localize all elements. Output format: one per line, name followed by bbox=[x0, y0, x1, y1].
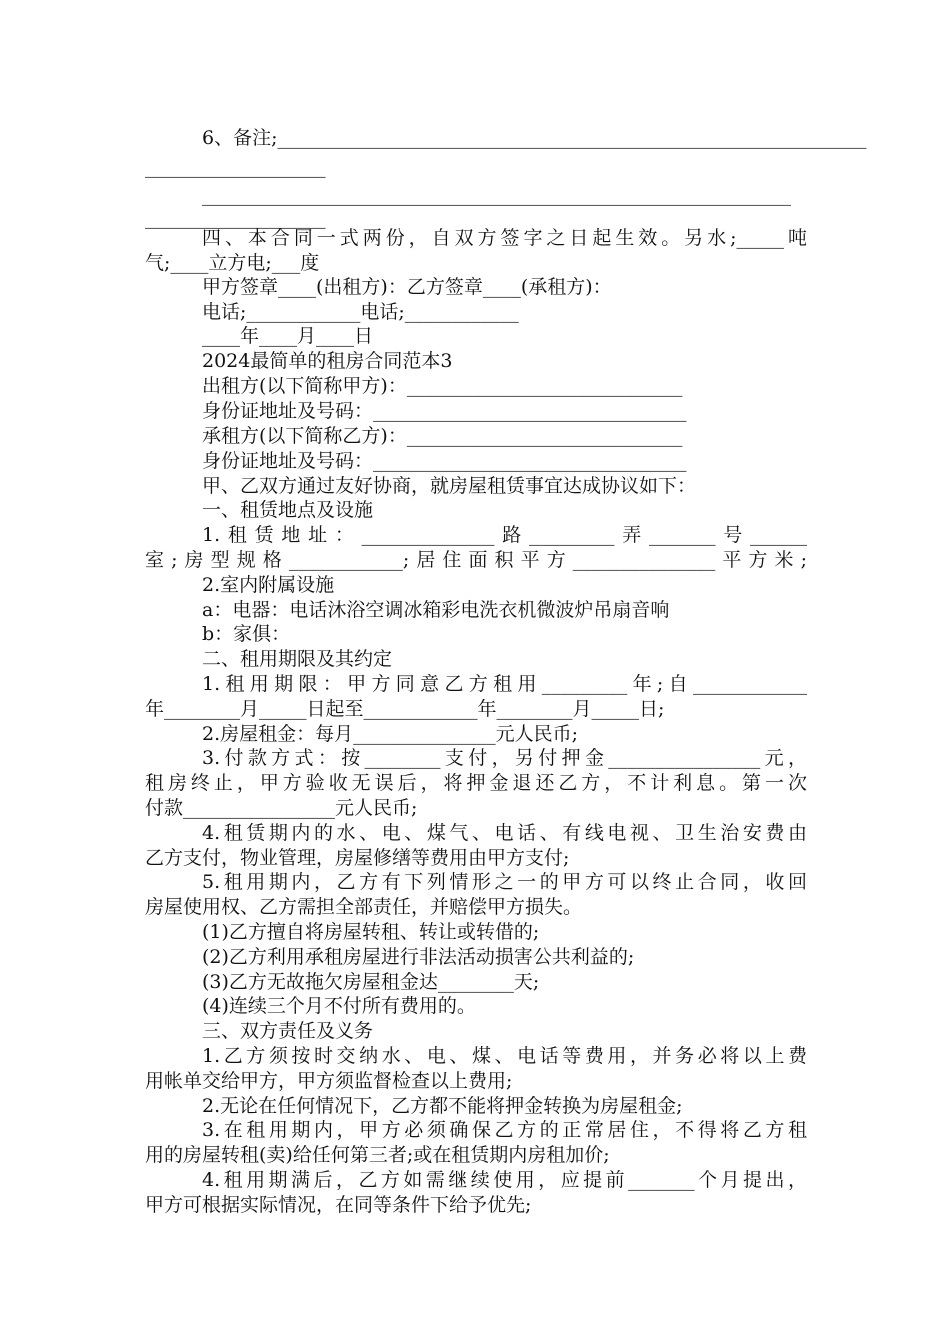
termination-line: 房屋使用权、乙方需担全部责任，并赔偿甲方损失。 bbox=[145, 896, 583, 918]
remarks-line: 6、备注;______________________________________________________________ bbox=[202, 127, 867, 149]
payment-line: 付款________________元人民币; bbox=[145, 797, 418, 819]
section-heading: 三、双方责任及义务 bbox=[202, 1020, 374, 1042]
term-line: 年________月_____日起至____________年________月_____日; bbox=[145, 698, 665, 720]
lessor-id-line: 身份证地址及号码：_________________________________ bbox=[202, 400, 687, 422]
duty-line: 甲方可根据实际情况，在同等条件下给予优先; bbox=[145, 1194, 532, 1216]
fees-line: 4.租赁期内的水、电、煤气、电话、有线电视、卫生治安费由 bbox=[202, 822, 807, 844]
payment-line: 租房终止，甲方验收无误后，将押金退还乙方，不计利息。第一次 bbox=[145, 772, 807, 794]
clause-four-line: 气;____立方电;___度 bbox=[145, 252, 320, 274]
section-heading: 一、租赁地点及设施 bbox=[202, 499, 374, 521]
lessee-line: 承租方(以下简称乙方)：_____________________________ bbox=[202, 425, 683, 447]
furniture-line: b：家俱： bbox=[202, 623, 291, 645]
termination-item: (2)乙方利用承租房屋进行非法活动损害公共利益的; bbox=[202, 946, 635, 968]
payment-line: 3.付款方式：按________支付，另付押金________________元， bbox=[202, 747, 807, 769]
termination-line: 5.租用期内，乙方有下列情形之一的甲方可以终止合同，收回 bbox=[202, 871, 807, 893]
document-title: 2024最简单的租房合同范本3 bbox=[202, 350, 453, 372]
termination-item: (1)乙方擅自将房屋转租、转让或转借的; bbox=[202, 921, 540, 943]
facilities-heading: 2.室内附属设施 bbox=[202, 574, 335, 596]
remarks-blank-line: ______________________________________________________________ bbox=[202, 184, 791, 206]
lessee-id-line: 身份证地址及号码：_________________________________ bbox=[202, 450, 687, 472]
duty-line: 用帐单交给甲方，甲方须监督检查以上费用; bbox=[145, 1070, 513, 1092]
duty-line: 4.租用期满后，乙方如需继续使用，应提前_______个月提出， bbox=[202, 1169, 807, 1191]
clause-four-line: 四、本合同一式两份，自双方签字之日起生效。另水;_____吨 bbox=[202, 227, 807, 249]
agreement-intro: 甲、乙双方通过友好协商，就房屋租赁事宜达成协议如下： bbox=[202, 475, 697, 497]
section-heading: 二、租用期限及其约定 bbox=[202, 648, 393, 670]
rent-line: 2.房屋租金：每月_______________元人民币; bbox=[202, 723, 579, 745]
duty-line: 3.在租用期内，甲方必须确保乙方的正常居住，不得将乙方租 bbox=[202, 1119, 807, 1141]
appliances-line: a：电器：电话沐浴空调冰箱彩电洗衣机微波炉吊扇音响 bbox=[202, 599, 670, 621]
date-line: ____年____月____日 bbox=[202, 325, 374, 347]
term-line: 1.租用期限：甲方同意乙方租用_________年;自____________ bbox=[202, 673, 807, 695]
duty-line: 2.无论在任何情况下，乙方都不能将押金转换为房屋租金; bbox=[202, 1095, 683, 1117]
address-line: 室;房型规格____________;居住面积平方_______________平方米; bbox=[145, 549, 807, 571]
address-line: 1.租赁地址：______________路_________弄_______号______ bbox=[202, 524, 807, 546]
phone-line: 电话;____________电话;____________ bbox=[202, 301, 519, 323]
remarks-blank-line: ___________________ bbox=[145, 156, 326, 178]
lessor-line: 出租方(以下简称甲方)：_____________________________ bbox=[202, 375, 683, 397]
signature-line: 甲方签章____(出租方)：乙方签章____(承租方)： bbox=[202, 276, 612, 298]
remarks-blank-line: ___________________ bbox=[145, 207, 326, 229]
termination-item: (4)连续三个月不付所有费用的。 bbox=[202, 995, 476, 1017]
termination-item: (3)乙方无故拖欠房屋租金达________天; bbox=[202, 971, 540, 993]
duty-line: 1.乙方须按时交纳水、电、煤、电话等费用，并务必将以上费 bbox=[202, 1045, 807, 1067]
duty-line: 用的房屋转租(卖)给任何第三者;或在租赁期内房租加价; bbox=[145, 1144, 610, 1166]
fees-line: 乙方支付，物业管理，房屋修缮等费用由甲方支付; bbox=[145, 847, 570, 869]
